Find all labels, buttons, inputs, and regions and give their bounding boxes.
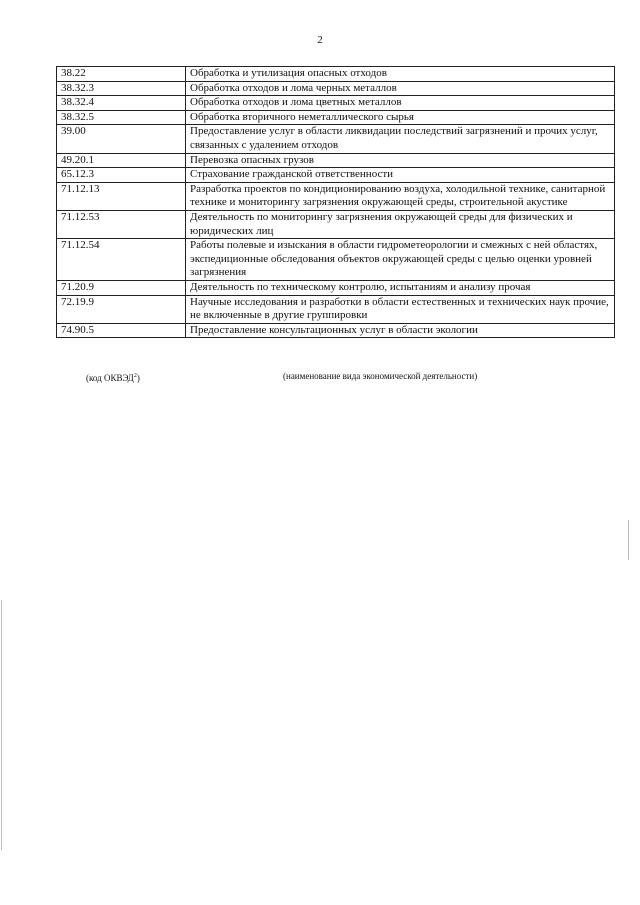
okved-code: 72.19.9 <box>57 295 186 323</box>
activity-name: Деятельность по мониторингу загрязнения окружающей среды для физических и юридических лиц <box>186 210 615 238</box>
activity-name: Обработка и утилизация опасных отходов <box>186 67 615 82</box>
activity-name: Обработка вторичного неметаллического сырья <box>186 110 615 125</box>
scan-artifact <box>628 520 629 560</box>
table-row <box>57 110 615 125</box>
activity-name: Предоставление консультационных услуг в области экологии <box>186 323 615 338</box>
okved-table <box>56 66 615 338</box>
okved-code: 74.90.5 <box>57 323 186 338</box>
activity-name: Страхование гражданской ответственности <box>186 168 615 183</box>
activity-name: Деятельность по техническому контролю, испытаниям и анализу прочая <box>186 280 615 295</box>
okved-code: 65.12.3 <box>57 168 186 183</box>
okved-code: 38.32.3 <box>57 81 186 96</box>
table-row <box>57 182 615 210</box>
table-row <box>57 153 615 168</box>
page-number: 2 <box>317 34 323 46</box>
activity-name: Обработка отходов и лома черных металлов <box>186 81 615 96</box>
table-row <box>57 323 615 338</box>
okved-code: 71.20.9 <box>57 280 186 295</box>
table-row <box>57 125 615 153</box>
okved-code: 49.20.1 <box>57 153 186 168</box>
activity-name: Перевозка опасных грузов <box>186 153 615 168</box>
scan-artifact <box>1 600 2 850</box>
activity-name: Предоставление услуг в области ликвидации последствий загрязнений и прочих услуг, связанных с удалением отходов <box>186 125 615 153</box>
table-row <box>57 239 615 281</box>
okved-code: 39.00 <box>57 125 186 153</box>
table-row <box>57 295 615 323</box>
table-row <box>57 96 615 111</box>
okved-code-caption: (код ОКВЭД$^2$) <box>86 373 140 383</box>
table-row <box>57 81 615 96</box>
table-row <box>57 67 615 82</box>
okved-code: 38.22 <box>57 67 186 82</box>
table-row <box>57 168 615 183</box>
okved-code: 71.12.54 <box>57 239 186 281</box>
okved-code: 71.12.53 <box>57 210 186 238</box>
table-row <box>57 280 615 295</box>
activity-name: Обработка отходов и лома цветных металлов <box>186 96 615 111</box>
activity-name: Научные исследования и разработки в области естественных и технических наук прочие, не включенные в другие группировки <box>186 295 615 323</box>
activity-name: Разработка проектов по кондиционированию воздуха, холодильной технике, санитарной технике и мониторингу загрязнения окружающей среды, строительной акустике <box>186 182 615 210</box>
activity-name-caption: (наименование вида экономической деятельности) <box>283 371 478 381</box>
okved-code: 38.32.5 <box>57 110 186 125</box>
okved-code: 71.12.13 <box>57 182 186 210</box>
okved-code: 38.32.4 <box>57 96 186 111</box>
activity-name: Работы полевые и изыскания в области гидрометеорологии и смежных с ней областях, экспедиционные обследования объектов окружающей среды с целью оценки уровней загрязнения <box>186 239 615 281</box>
table-row <box>57 210 615 238</box>
